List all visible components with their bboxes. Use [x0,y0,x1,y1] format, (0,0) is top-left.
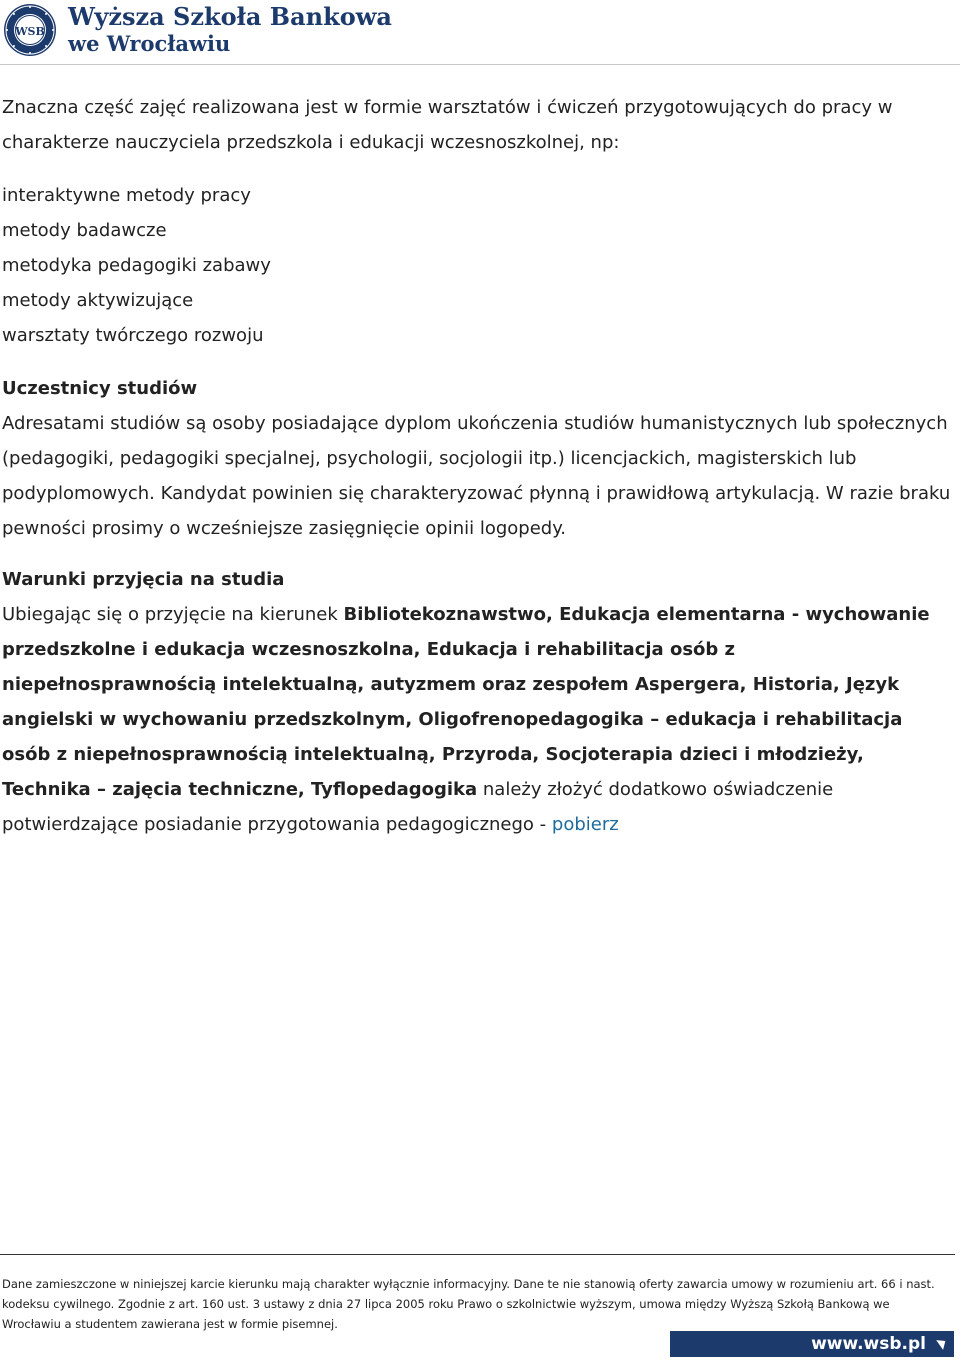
methods-list [2,178,952,353]
admission-heading: Warunki przyjęcia na studia [2,569,285,590]
download-link[interactable]: pobierz [551,814,619,835]
pointer-cursor-icon [936,1336,949,1350]
list-item: interaktywne metody pracy [2,185,251,206]
svg-text:WSB: WSB [15,25,45,38]
header-divider [0,64,960,65]
admission-text-before: Ubiegając się o przyjęcie na kierunek [2,604,344,625]
admission-programs: Bibliotekoznawstwo, Edukacja elementarna - wychowanie przedszkolne i edukacja wczesnoszkolna, Edukacja i rehabilitacja osób z niepełnosprawnością intelektualną, autyzmem oraz zespołem Aspergera, Historia, Język angielski w wychowaniu przedszkolnym, Oligofrenopedagogika – edukacja i rehabilitacja osób z niepełnosprawnością intelektualną, Przyroda, Socjoterapia dzieci i młodzieży, Technika – zajęcia techniczne, Tyflopedagogika [2,604,930,800]
admission-paragraph [2,597,952,842]
logo-line-2: we Wrocławiu [68,31,231,56]
main-content [2,90,952,842]
wsb-seal-logo [2,2,58,58]
list-item: metody aktywizujące [2,290,194,311]
list-item: metody badawcze [2,220,167,241]
footer-divider [0,1254,955,1255]
participants-heading: Uczestnicy studiów [2,378,198,399]
footer-disclaimer: Dane zamieszczone w niniejszej karcie kierunku mają charakter wyłącznie informacyjny. Dane te nie stanowią oferty zawarcia umowy w rozumieniu art. 66 i nast. kodeksu cywilnego. Zgodnie z art. 160 ust. 3 ustawy z dnia 27 lipca 2005 roku Prawo o szkolnictwie wyższym, umowa między Wyższą Szkołą Bankową we Wrocławiu a studentem zawierana jest w formie pisemnej. [2,1277,935,1331]
list-item: warsztaty twórczego rozwoju [2,325,264,346]
participants-paragraph: Adresatami studiów są osoby posiadające dyplom ukończenia studiów humanistycznych lub społecznych (pedagogiki, pedagogiki specjalnej, psychologii, socjologii itp.) licencjackich, magisterskich lub podyplomowych. Kandydat powinien się charakteryzować płynną i prawidłową artykulacją. W razie braku pewności prosimy o wcześniejsze zasięgnięcie opinii logopedy. [2,413,951,539]
page-header [0,0,960,66]
intro-paragraph: Znaczna część zajęć realizowana jest w formie warsztatów i ćwiczeń przygotowujących do pracy w charakterze nauczyciela przedszkola i edukacji wczesnoszkolnej, np: [2,97,893,153]
footer-url-bar[interactable] [670,1331,954,1357]
logo-line-1: Wyższa Szkoła Bankowa [68,2,392,31]
school-name-logo [68,3,392,56]
list-item: metodyka pedagogiki zabawy [2,255,271,276]
admission-text-after: należy złożyć dodatkowo oświadczenie potwierdzające posiadanie przygotowania pedagogicznego - [2,779,834,835]
website-link[interactable]: www.wsb.pl [811,1334,926,1354]
